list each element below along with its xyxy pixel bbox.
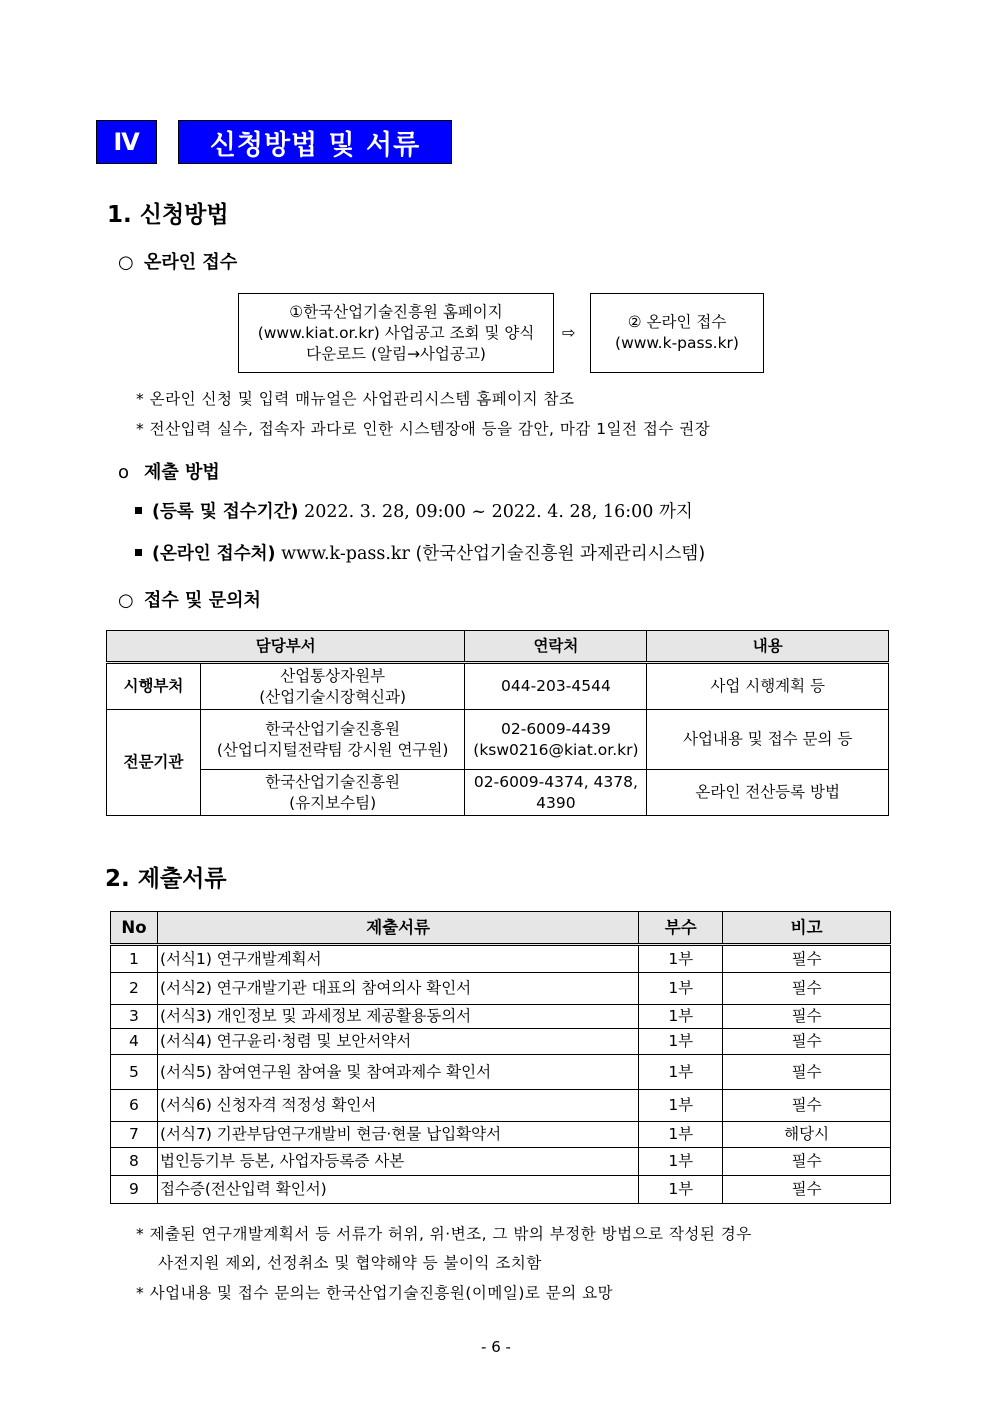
table-row (111, 973, 891, 1005)
doc-cell: (서식7) 기관부담연구개발비 현금·현물 납입확약서 (157, 1122, 638, 1148)
content-cell: 사업내용 및 접수 문의 등 (647, 710, 889, 770)
doc-cell: 접수증(전산입력 확인서) (157, 1176, 638, 1204)
content-cell: 사업 시행계획 등 (647, 663, 889, 710)
submit-period: (등록 및 접수기간) 2022. 3. 28, 09:00 ~ 2022. 4. 28, 16:00 까지 (135, 498, 693, 523)
table-row (111, 1005, 891, 1029)
note-cell: 필수 (723, 1005, 891, 1029)
phone-cell: 02-6009-4374, 4378, 4390 (465, 770, 647, 816)
table-row (111, 1055, 891, 1090)
docs-note-1: * 제출된 연구개발계획서 등 서류가 허위, 위·변조, 그 밖의 부정한 방법으로 작성된 경우 (136, 1225, 752, 1243)
note-cell: 필수 (723, 973, 891, 1005)
no-cell: 6 (111, 1090, 158, 1122)
no-cell: 1 (111, 945, 158, 973)
table-row (111, 1029, 891, 1055)
copies-cell: 1부 (639, 1055, 723, 1090)
group-cell: 전문기관 (107, 710, 201, 816)
table-row (111, 1148, 891, 1176)
phone-cell: 02-6009-4439 (ksw0216@kiat.or.kr) (465, 710, 647, 770)
dept-cell: 산업통상자원부 (산업기술시장혁신과) (200, 663, 465, 710)
note-cell: 필수 (723, 1055, 891, 1090)
square-bullet-icon (135, 507, 142, 514)
section1-heading: 1. 신청방법 (107, 202, 229, 228)
submit-label: o 제출 방법 (118, 462, 220, 483)
dept-cell: 한국산업기술진흥원 (산업디지털전략팀 강시원 연구원) (200, 710, 465, 770)
no-cell: 5 (111, 1055, 158, 1090)
copies-cell: 1부 (639, 1176, 723, 1204)
table-row (107, 710, 889, 770)
table-row (111, 1090, 891, 1122)
doc-cell: (서식5) 참여연구원 참여율 및 참여과제수 확인서 (157, 1055, 638, 1090)
header-phone: 연락처 (465, 631, 647, 663)
doc-cell: 법인등기부 등본, 사업자등록증 사본 (157, 1148, 638, 1176)
section2-heading: 2. 제출서류 (105, 866, 227, 892)
copies-cell: 1부 (639, 1029, 723, 1055)
note-cell: 필수 (723, 1148, 891, 1176)
submit-online: (온라인 접수처) www.k-pass.kr (한국산업기술진흥원 과제관리시스템) (135, 540, 705, 565)
circle-bullet-icon: ○ (118, 252, 134, 273)
header-doc: 제출서류 (157, 912, 638, 945)
no-cell: 4 (111, 1029, 158, 1055)
doc-cell: (서식4) 연구윤리·청렴 및 보안서약서 (157, 1029, 638, 1055)
no-cell: 3 (111, 1005, 158, 1029)
chapter-title: 신청방법 및 서류 (178, 120, 452, 164)
flow-step-2: ② 온라인 접수 (www.k-pass.kr) (590, 293, 764, 373)
header-content: 내용 (647, 631, 889, 663)
online-note-1: * 온라인 신청 및 입력 매뉴얼은 사업관리시스템 홈페이지 참조 (136, 390, 575, 408)
docs-note-2: * 사업내용 및 접수 문의는 한국산업기술진흥원(이메일)로 문의 요망 (136, 1284, 614, 1302)
doc-cell: (서식3) 개인정보 및 과세정보 제공활용동의서 (157, 1005, 638, 1029)
header-no: No (111, 912, 158, 945)
chapter-number: Ⅳ (96, 120, 157, 164)
note-cell: 필수 (723, 1029, 891, 1055)
table-row (111, 1122, 891, 1148)
circle-bullet-icon: ○ (118, 590, 134, 611)
page-number: - 6 - (481, 1338, 511, 1356)
dept-cell: 한국산업기술진흥원 (유지보수팀) (200, 770, 465, 816)
copies-cell: 1부 (639, 1148, 723, 1176)
phone-cell: 044-203-4544 (465, 663, 647, 710)
online-label: ○ 온라인 접수 (118, 252, 238, 273)
table-header-row (111, 912, 891, 945)
copies-cell: 1부 (639, 1005, 723, 1029)
docs-note-1-cont: 사전지원 제외, 선정취소 및 협약해약 등 불이익 조치함 (158, 1254, 542, 1272)
no-cell: 2 (111, 973, 158, 1005)
doc-cell: (서식2) 연구개발기관 대표의 참여의사 확인서 (157, 973, 638, 1005)
doc-cell: (서식6) 신청자격 적정성 확인서 (157, 1090, 638, 1122)
note-cell: 필수 (723, 945, 891, 973)
table-row (111, 945, 891, 973)
copies-cell: 1부 (639, 945, 723, 973)
contact-label: ○ 접수 및 문의처 (118, 590, 261, 611)
no-cell: 7 (111, 1122, 158, 1148)
square-bullet-icon (135, 549, 142, 556)
circle-bullet-icon: o (118, 462, 130, 483)
table-row (111, 1176, 891, 1204)
table-row (107, 770, 889, 816)
header-note: 비고 (723, 912, 891, 945)
no-cell: 9 (111, 1176, 158, 1204)
header-copies: 부수 (639, 912, 723, 945)
copies-cell: 1부 (639, 1090, 723, 1122)
flow-step-1: ①한국산업기술진흥원 홈페이지 (www.kiat.or.kr) 사업공고 조회 및 양식 다운로드 (알림→사업공고) (238, 293, 554, 373)
content-cell: 온라인 전산등록 방법 (647, 770, 889, 816)
header-dept: 담당부서 (107, 631, 465, 663)
arrow-right-icon: ⇨ (562, 323, 576, 342)
contact-table (106, 630, 889, 816)
doc-cell: (서식1) 연구개발계획서 (157, 945, 638, 973)
documents-table (110, 911, 891, 1204)
note-cell: 필수 (723, 1090, 891, 1122)
table-header-row (107, 631, 889, 663)
no-cell: 8 (111, 1148, 158, 1176)
copies-cell: 1부 (639, 1122, 723, 1148)
online-note-2: * 전산입력 실수, 접속자 과다로 인한 시스템장애 등을 감안, 마감 1일전 접수 권장 (136, 420, 711, 438)
table-row (107, 663, 889, 710)
note-cell: 필수 (723, 1176, 891, 1204)
note-cell: 해당시 (723, 1122, 891, 1148)
group-cell: 시행부처 (107, 663, 201, 710)
copies-cell: 1부 (639, 973, 723, 1005)
